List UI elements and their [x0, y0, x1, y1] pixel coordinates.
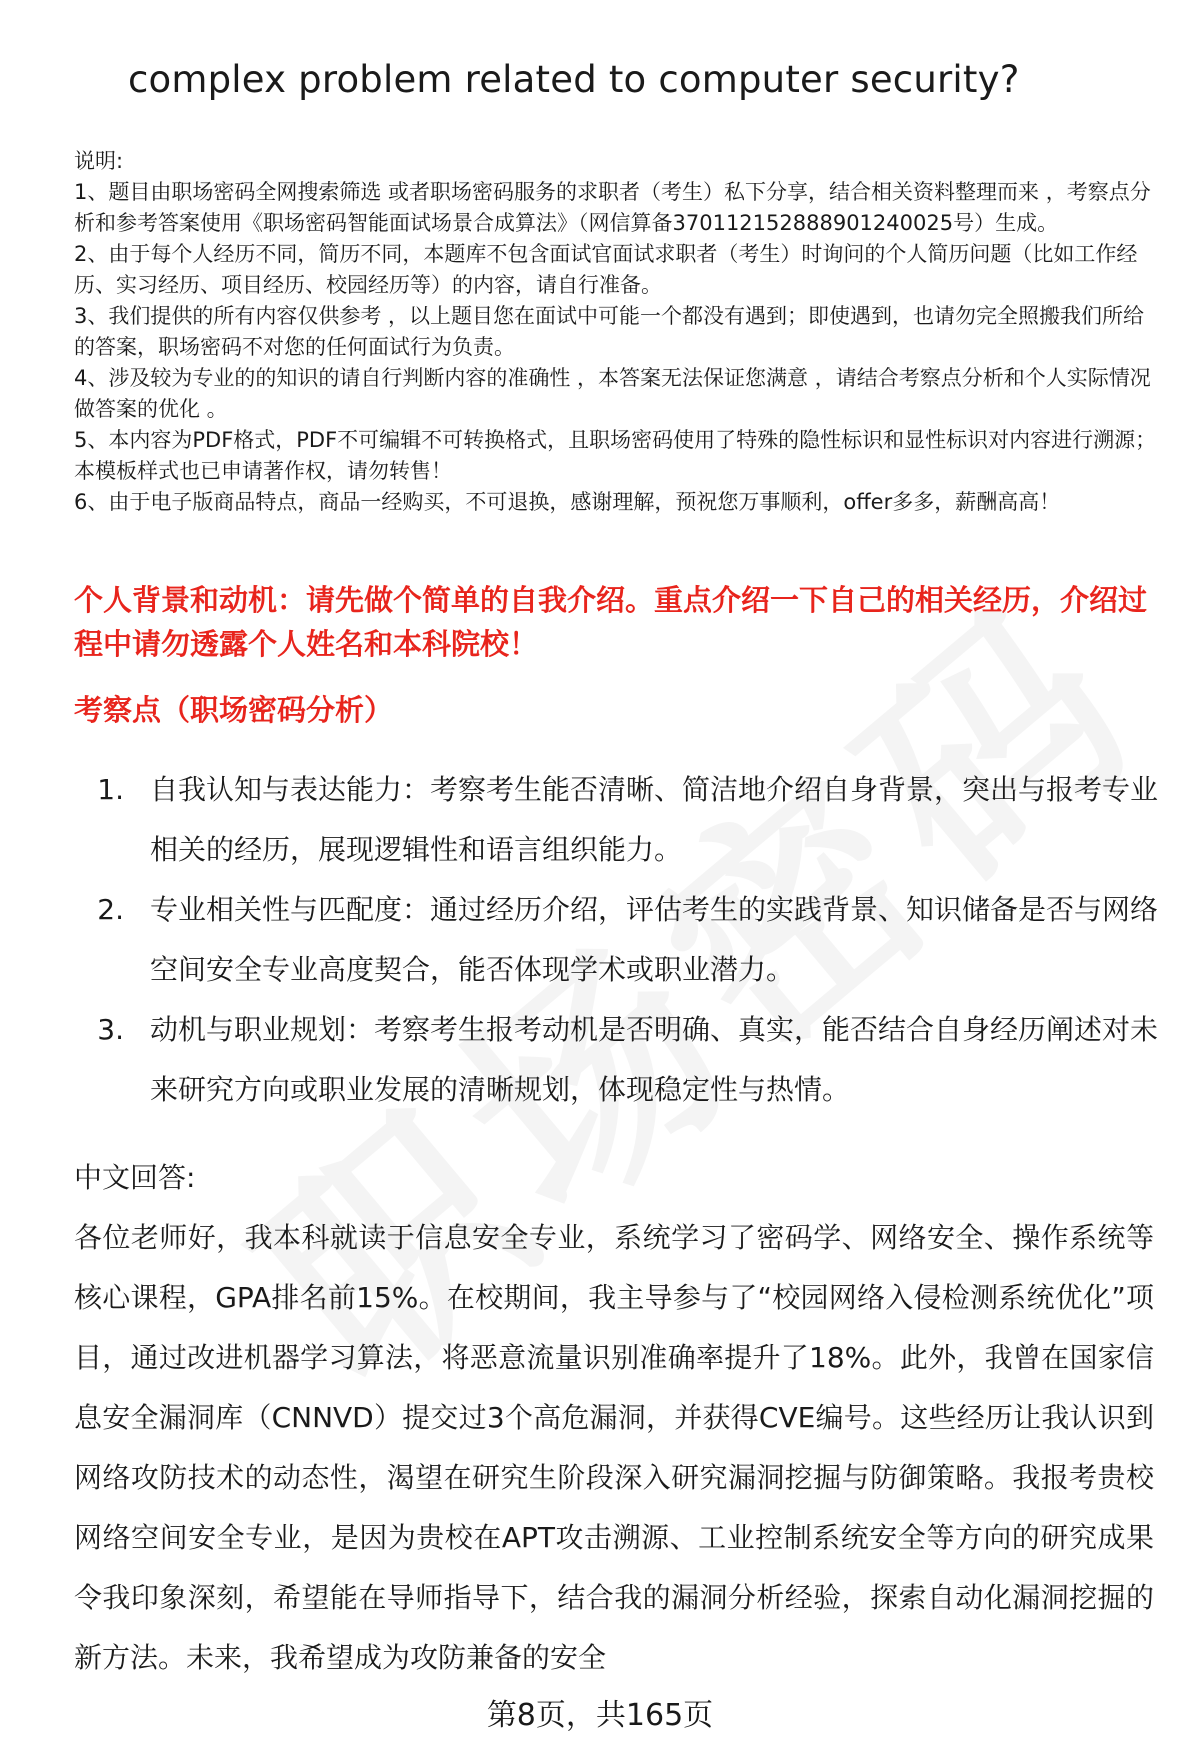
notes-heading: 说明: [74, 149, 124, 173]
answer-text: 各位老师好，我本科就读于信息安全专业，系统学习了密码学、网络安全、操作系统等核心课程，GPA排名前15%。在校期间，我主导参与了“校园网络入侵检测系统优化”项目，通过改进机器学习算法，将恶意流量识别准确率提升了18%。此外，我曾在国家信息安全漏洞库（CNNVD）提交过3个高危漏洞，并获得CVE编号。这些经历让我认识到网络攻防技术的动态性，渴望在研究生阶段深入研究漏洞挖掘与防御策略。我报考贵校网络空间安全专业，是因为贵校在APT攻击溯源、工业控制系统安全等方向的研究成果令我印象深刻，希望能在导师指导下，结合我的漏洞分析经验，探索自动化漏洞挖掘的新方法。未来，我希望成为攻防兼备的安全 [74, 1221, 1154, 1674]
note-item: 4、涉及较为专业的的知识的请自行判断内容的准确性 ，本答案无法保证您满意 ，请结合考察点分析和个人实际情况做答案的优化 。 [74, 366, 1151, 421]
point-text: 自我认知与表达能力：考察考生能否清晰、简洁地介绍自身背景，突出与报考专业相关的经历，展现逻辑性和语言组织能力。 [150, 773, 1159, 866]
point-number: 1. [97, 773, 124, 806]
focus-point [74, 880, 1160, 1000]
point-number: 2. [97, 893, 124, 926]
focus-point [74, 760, 1160, 880]
question-tail: complex problem related to computer security? [128, 58, 1020, 101]
notes-section [74, 146, 1160, 518]
page-footer: 第8页，共165页 [486, 1698, 714, 1733]
note-item: 5、本内容为PDF格式，PDF不可编辑不可转换格式，且职场密码使用了特殊的隐性标识和显性标识对内容进行溯源；本模板样式也已申请著作权，请勿转售！ [74, 428, 1157, 483]
note-item: 3、我们提供的所有内容仅供参考 ，以上题目您在面试中可能一个都没有遇到；即使遇到，也请勿完全照搬我们所给的答案，职场密码不对您的任何面试行为负责。 [74, 304, 1145, 359]
note-item: 2、由于每个人经历不同，简历不同，本题库不包含面试官面试求职者（考生）时询问的个人简历问题（比如工作经历、实习经历、项目经历、校园经历等）的内容，请自行准备。 [74, 242, 1138, 297]
note-item: 1、题目由职场密码全网搜索筛选 或者职场密码服务的求职者（考生）私下分享，结合相关资料整理而来 ，考察点分析和参考答案使用《职场密码智能面试场景合成算法》（网信算备370112152888901240025号）生成。 [74, 180, 1151, 235]
note-item: 6、由于电子版商品特点，商品一经购买，不可退换，感谢理解，预祝您万事顺利，offer多多，薪酬高高！ [74, 490, 1061, 514]
intro-question: 个人背景和动机：请先做个简单的自我介绍。重点介绍一下自己的相关经历，介绍过程中请勿透露个人姓名和本科院校！ [74, 583, 1148, 661]
focus-title: 考察点（职场密码分析） [74, 693, 394, 727]
point-number: 3. [97, 1013, 124, 1046]
focus-point [74, 1000, 1160, 1120]
point-text: 动机与职业规划：考察考生报考动机是否明确、真实，能否结合自身经历阐述对未来研究方向或职业发展的清晰规划，体现稳定性与热情。 [150, 1013, 1159, 1106]
focus-points [74, 760, 1160, 1120]
point-text: 专业相关性与匹配度：通过经历介绍，评估考生的实践背景、知识储备是否与网络空间安全专业高度契合，能否体现学术或职业潜力。 [150, 893, 1159, 986]
answer-label: 中文回答: [74, 1161, 196, 1194]
